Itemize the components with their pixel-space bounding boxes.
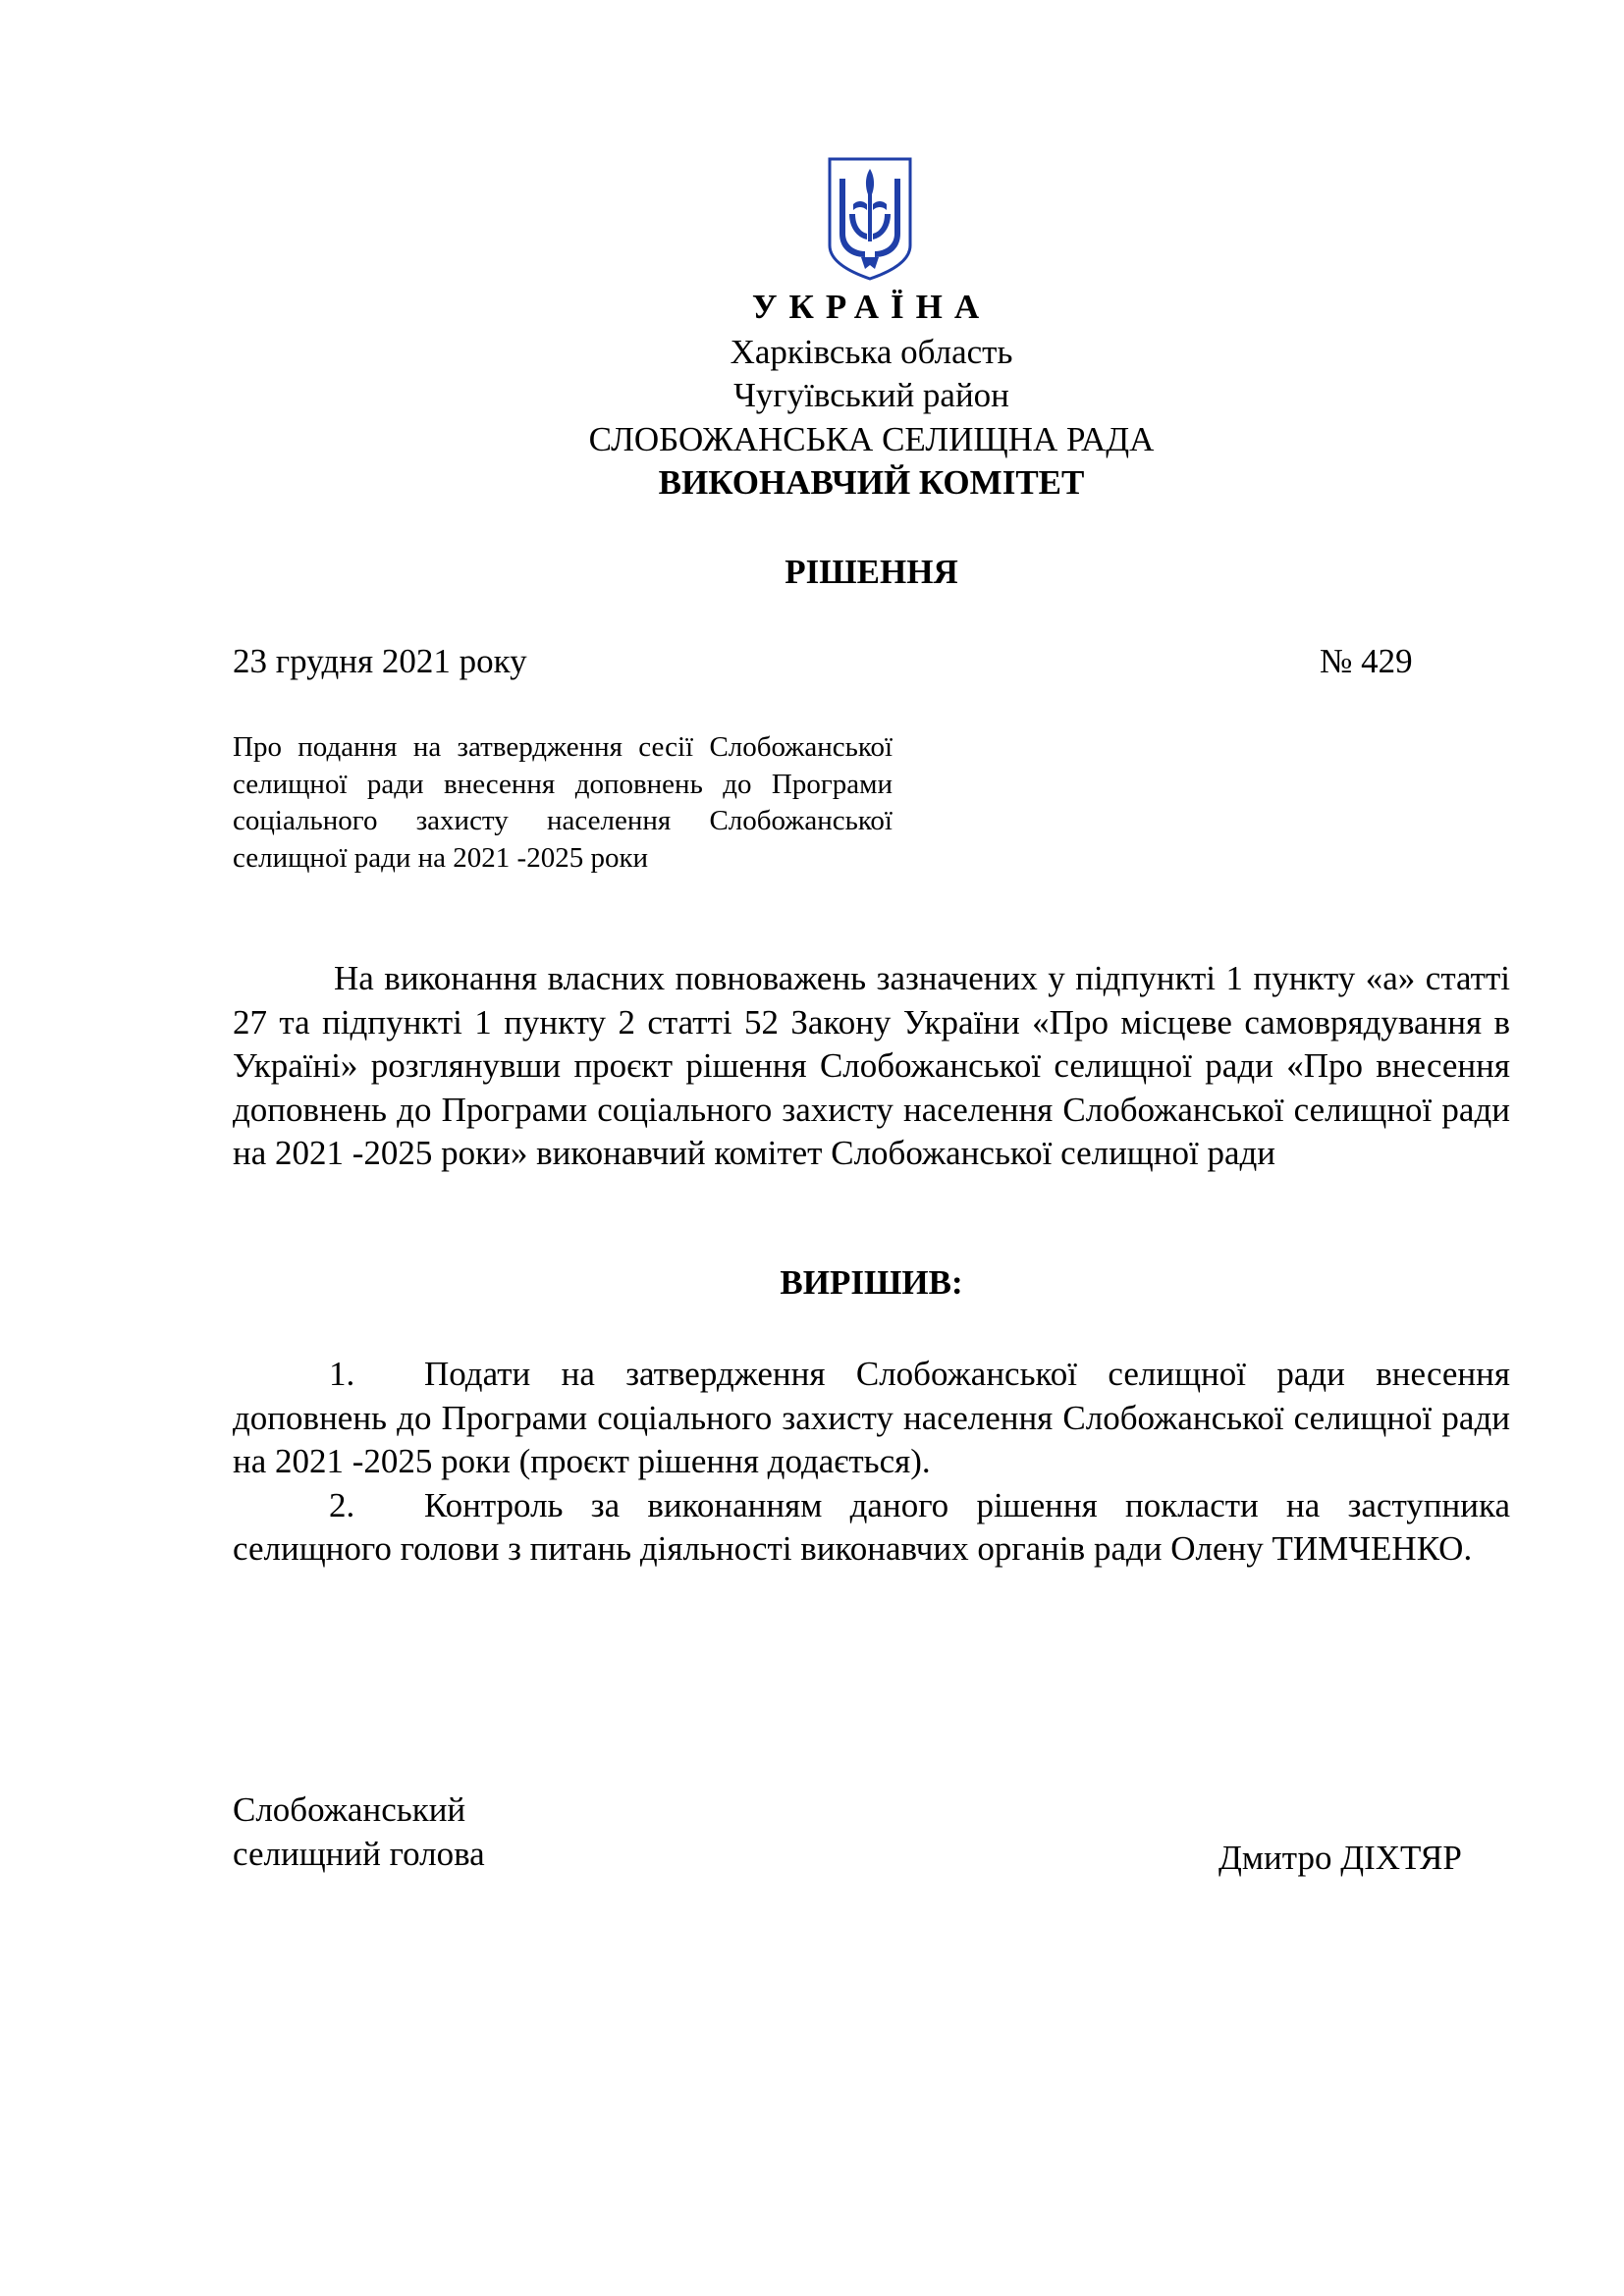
resolution-item (233, 1484, 1510, 1572)
signatory-title-line2: селищний голова (233, 1834, 485, 1873)
document-number: № 429 (1320, 642, 1413, 680)
council-name: СЛОБОЖАНСЬКА СЕЛИЩНА РАДА (588, 420, 1155, 458)
resolution-item (233, 1353, 1510, 1484)
signatory-name: Дмитро ДІХТЯР (1218, 1839, 1462, 1877)
committee-name: ВИКОНАВЧИЙ КОМІТЕТ (658, 463, 1085, 502)
document-type: РІШЕННЯ (785, 553, 958, 591)
region-name: Харківська область (730, 333, 1013, 371)
document-preamble: На виконання власних повноважень зазначених у підпункті 1 пункту «а» статті 27 та підпункті 1 пункту 2 статті 52 Закону України «Про місцеве самоврядування в Україні» розглянувши проєкт рішення Слобожанської селищної ради «Про внесення доповнень до Програми соціального захисту населення Слобожанської селищної ради на 2021 -2025 роки» виконавчий комітет Слобожанської селищної ради (233, 959, 1510, 1172)
signatory-title-line1: Слобожанський (233, 1790, 466, 1829)
item-text: Подати на затвердження Слобожанської селищної ради внесення доповнень до Програми соціального захисту населення Слобожанської селищної ради на 2021 -2025 роки (проєкт рішення додається). (233, 1355, 1510, 1480)
item-number: 1. (329, 1355, 355, 1393)
item-number: 2. (329, 1485, 355, 1524)
item-text: Контроль за виконанням даного рішення покласти на заступника селищного голови з питань діяльності виконавчих органів ради Олену ТИМЧЕНКО. (233, 1485, 1510, 1568)
resolved-heading: ВИРІШИВ: (780, 1263, 963, 1302)
country-name: УКРАЇНА (751, 288, 992, 326)
resolution-items (233, 1353, 1510, 1572)
document-date: 23 грудня 2021 року (233, 642, 527, 680)
district-name: Чугуївський район (733, 376, 1009, 414)
coat-of-arms-icon (826, 155, 914, 283)
document-subject: Про подання на затвердження сесії Слобожанської селищної ради внесення доповнень до Програми соціального захисту населення Слобожанської селищної ради на 2021 -2025 роки (233, 731, 893, 874)
